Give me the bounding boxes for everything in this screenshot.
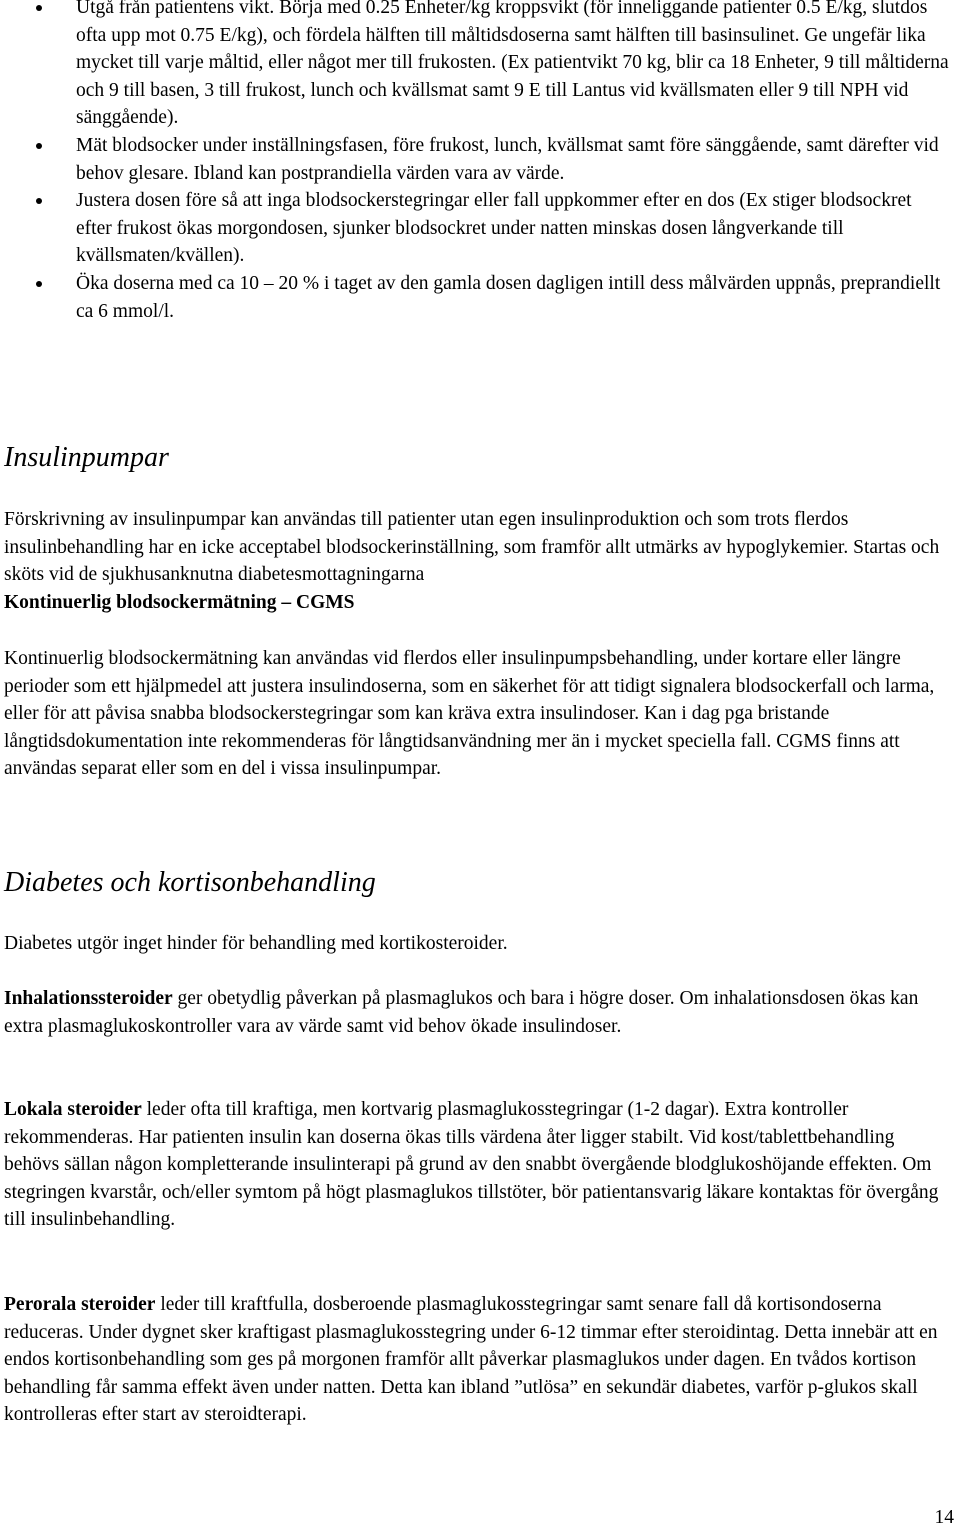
inhalationssteroider-label: Inhalationssteroider <box>4 988 173 1009</box>
kortison-intro-paragraph: Diabetes utgör inget hinder för behandling med kortikosteroider. <box>4 933 508 954</box>
perorala-steroider-paragraph <box>4 1291 954 1429</box>
kortison-section <box>4 866 954 900</box>
page-number: 14 <box>934 1507 954 1528</box>
lokala-steroider-label: Lokala steroider <box>4 1099 142 1120</box>
bullet-text: Utgå från patientens vikt. Börja med 0.25 Enheter/kg kroppsvikt (för inneliggande patienter 0.5 E/kg, slutdos ofta upp mot 0.75 E/kg), och fördela hälften till måltidsdoserna samt hälften till basinsulinet. Ge ungefär lika mycket till varje måltid, eller något mer till frukosten. (Ex patientvikt 70 kg, blir ca 18 Enheter, 9 till måltiderna och 9 till basen, 3 till frukost, lunch och kvällsmat samt 9 E till Lantus vid kvällsmaten eller 9 till NPH vid sänggående). <box>76 0 949 129</box>
bullet-text: Öka doserna med ca 10 – 20 % i taget av den gamla dosen dagligen intill dess målvärden uppnås, preprandiellt ca 6 mmol/l. <box>76 272 941 322</box>
perorala-steroider-label: Perorala steroider <box>4 1294 156 1315</box>
insulinpumpar-paragraph: Förskrivning av insulinpumpar kan användas till patienter utan egen insulinproduktion och som trots flerdos insulinbehandling har en icke acceptabel blodsockerinställning, som framför allt utmärks av hypoglykemier. Startas och sköts vid de sjukhusanknutna diabetesmottagningarna <box>4 509 940 586</box>
inhalationssteroider-paragraph <box>4 985 954 1040</box>
cgms-paragraph: Kontinuerlig blodsockermätning kan användas vid flerdos eller insulinpumpsbehandling, under kortare eller längre perioder som ett hjälpmedel att justera insulindoserna, som en säkerhet för att tidigt signalera blodsockerfall och larma, eller för att påvisa snabba blodsockerstegringar som kan kräva extra insulindoser. Kan i dag pga bristande långtidsdokumentation inte rekommenderas för långtidsanvändning mer än i mycket speciella fall. CGMS finns att användas separat eller som en del i vissa insulinpumpar. <box>4 648 935 780</box>
cgms-body <box>4 645 954 783</box>
list-item <box>0 132 960 187</box>
bullet-text: Justera dosen före så att inga blodsockerstegringar eller fall uppkommer efter en dos (Ex stiger blodsockret efter frukost ökas morgondosen, sjunker blodsockret under natten minskas dosen långverkande till kvällsmaten/kvällen). <box>76 190 912 267</box>
insulinpumpar-body <box>4 506 954 616</box>
lokala-steroider-text: leder ofta till kraftiga, men kortvarig plasmaglukosstegringar (1-2 dagar). Extra kontroller rekommenderas. Har patienten insulin kan doserna ökas tills värdena åter ligger stabilt. Vid kost/tablettbehandling behövs sällan någon kompletterande insulinterapi på grund av den snabbt övergående blodglukoshöjande effekten. Om stegringen kvarstår, och/eller symtom på högt plasmaglukos tillstöter, bör patientansvarig läkare kontaktas för övergång till insulinbehandling. <box>4 1099 939 1231</box>
kortison-intro <box>4 930 954 958</box>
section-heading-insulinpumpar: Insulinpumpar <box>4 442 169 473</box>
bullet-icon <box>36 5 42 11</box>
bullet-text: Mät blodsocker under inställningsfasen, före frukost, lunch, kvällsmat samt före sänggående, samt därefter vid behov glesare. Ibland kan postprandiella värden vara av värde. <box>76 134 939 184</box>
list-item <box>0 187 960 270</box>
inhalationssteroider-text: ger obetydlig påverkan på plasmaglukos och bara i högre doser. Om inhalationsdosen ökas kan extra plasmaglukoskontroller vara av värde samt vid behov ökade insulindoser. <box>4 988 919 1037</box>
dosing-bullet-list <box>0 0 960 325</box>
section-heading-kortison: Diabetes och kortisonbehandling <box>4 867 376 898</box>
list-item <box>0 0 960 132</box>
lokala-steroider-paragraph <box>4 1096 954 1234</box>
bullet-icon <box>36 281 42 287</box>
list-item <box>0 270 960 325</box>
perorala-steroider-text: leder till kraftfulla, dosberoende plasmaglukosstegringar samt senare fall då kortisondoserna reduceras. Under dygnet sker kraftigast plasmaglukosstegring under 6-12 timmar efter steroidintag. Detta innebär att en endos kortisonbehandling som ges på morgonen framför allt påverkar plasmaglukos under dagen. En tvådos kortison behandling får samma effekt även under natten. Detta kan ibland ”utlösa” en sekundär diabetes, varför p-glukos skall kontrolleras efter start av steroidterapi. <box>4 1294 938 1426</box>
cgms-heading: Kontinuerlig blodsockermätning – CGMS <box>4 591 355 613</box>
bullet-icon <box>36 143 42 149</box>
insulinpumpar-section <box>4 441 954 475</box>
bullet-icon <box>36 198 42 204</box>
